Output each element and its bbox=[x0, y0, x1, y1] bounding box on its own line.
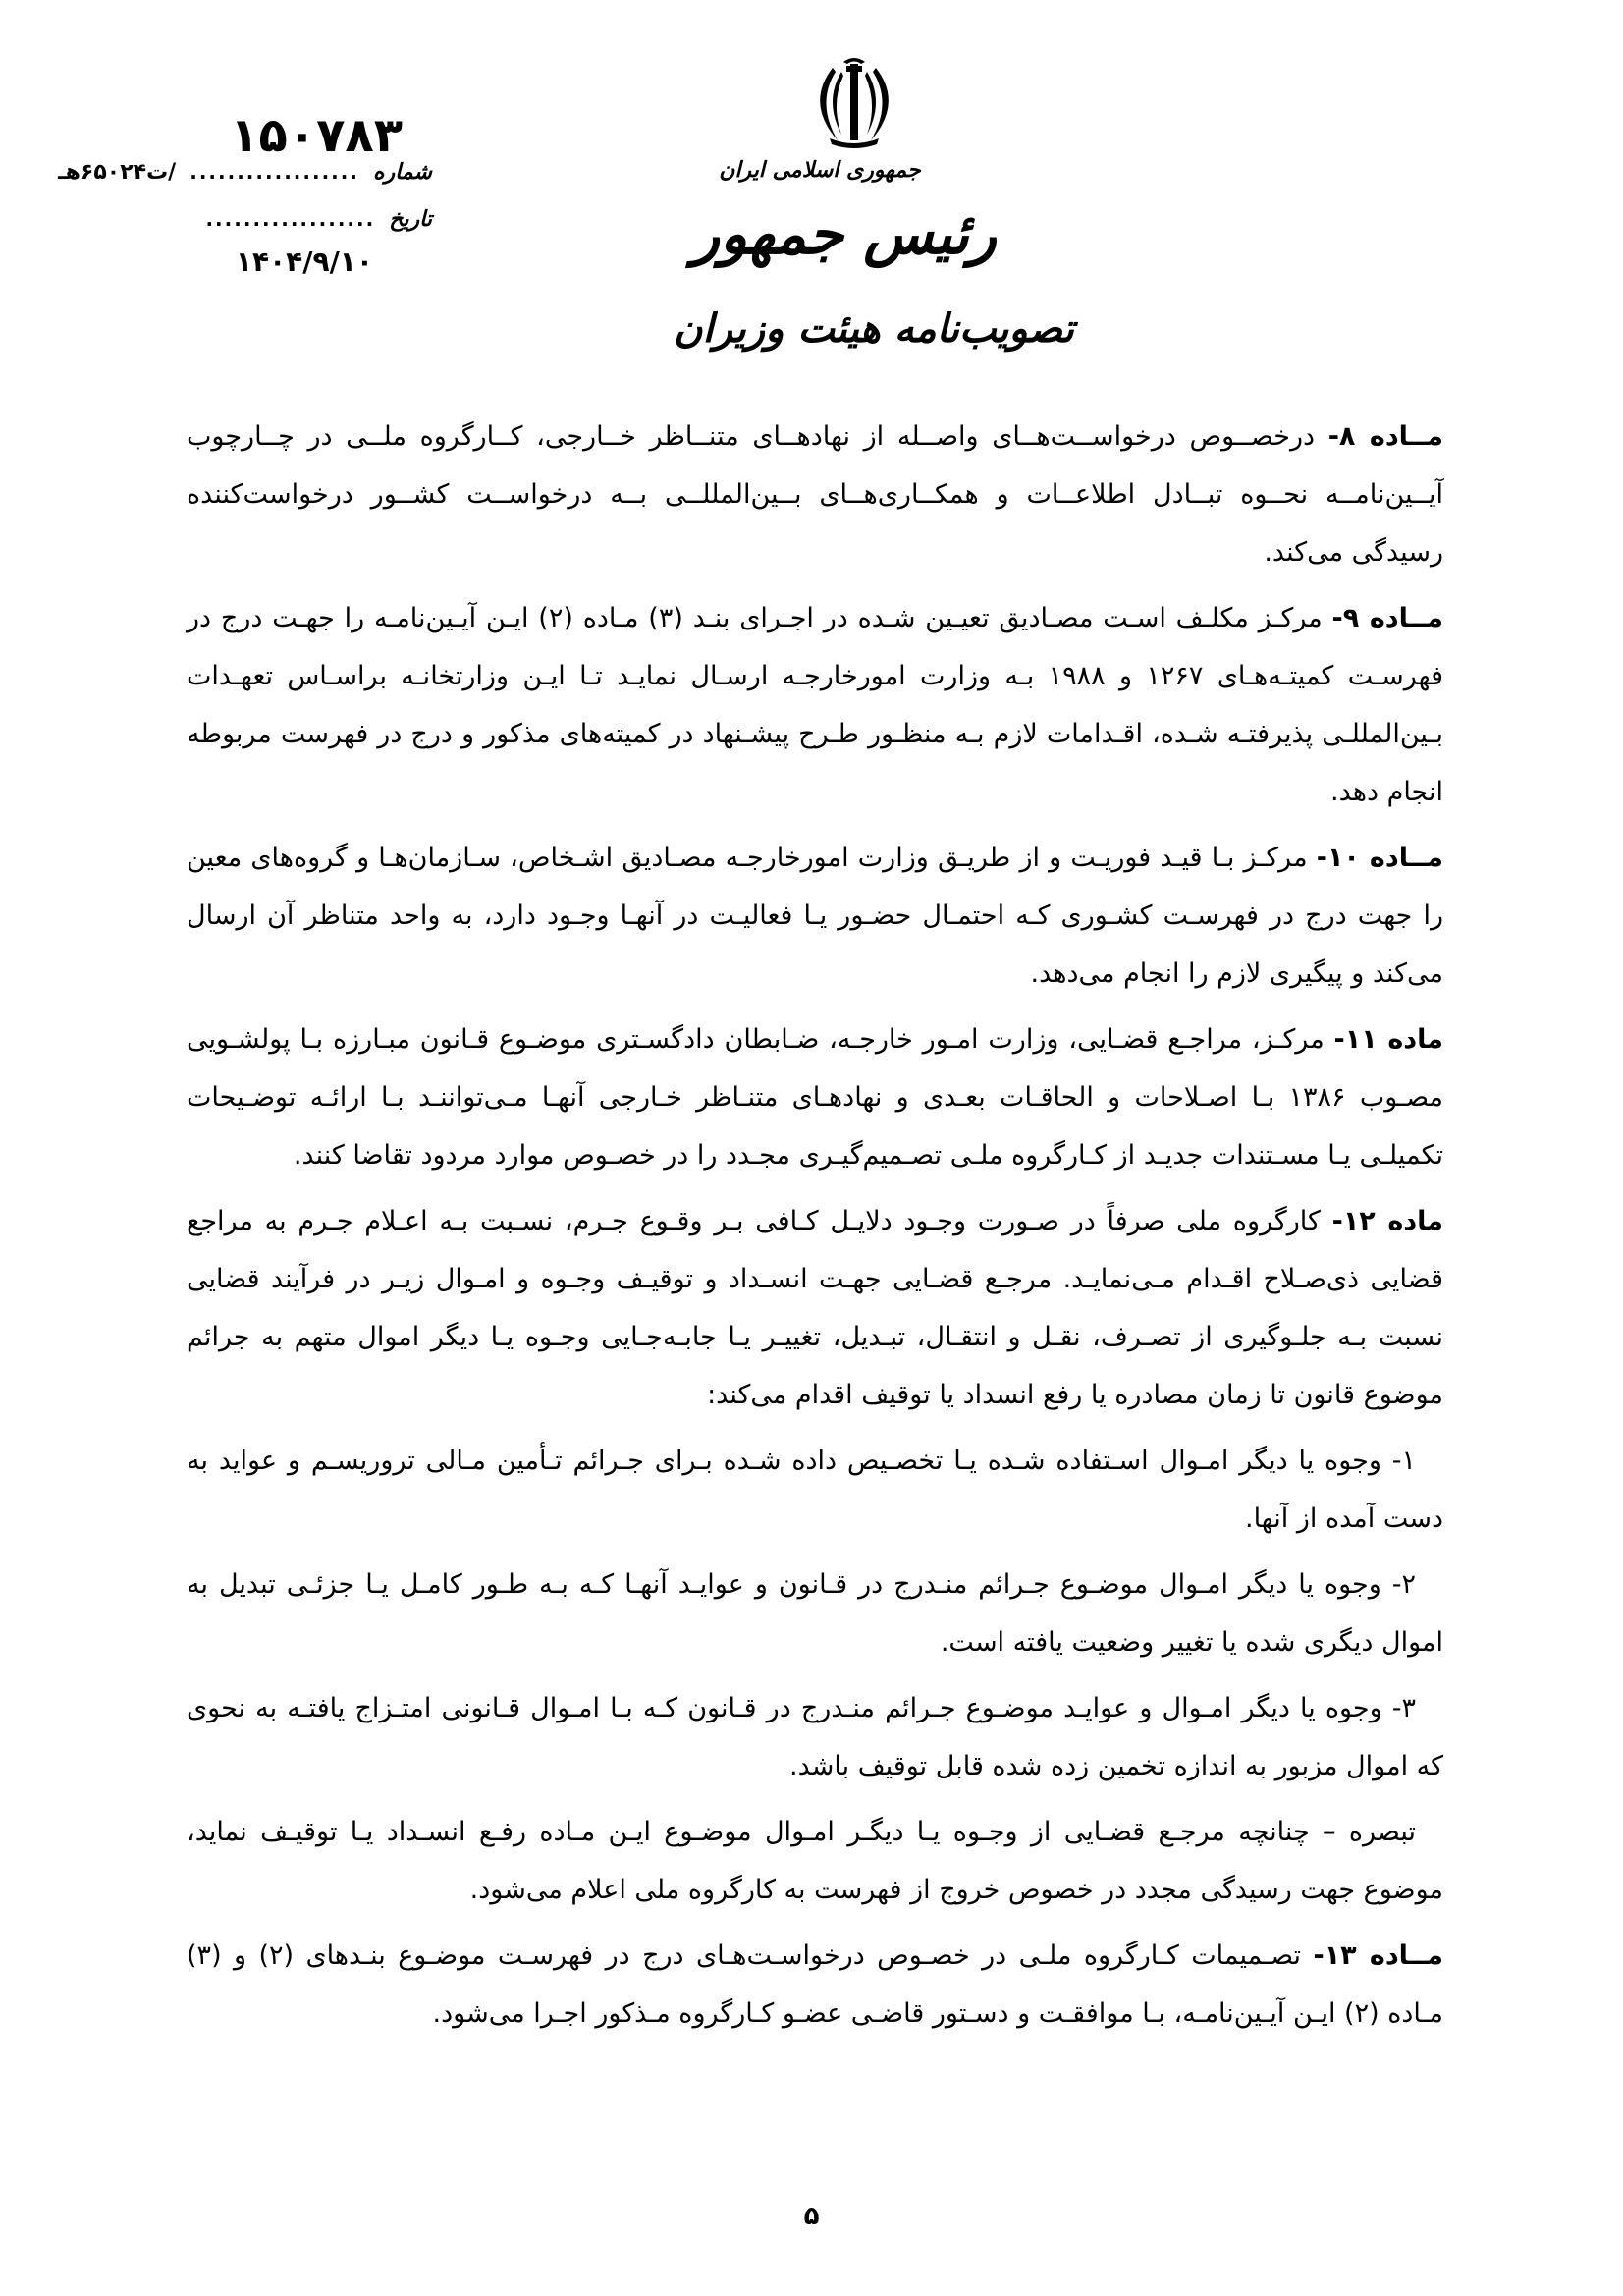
article-label: مــاده ۸- bbox=[1327, 421, 1443, 452]
article-label: مــاده ۱۰- bbox=[1316, 843, 1444, 873]
reference-date-row bbox=[205, 206, 432, 232]
approval-title: تصویب‌نامه هیئت وزیران bbox=[674, 305, 1074, 352]
article-9 bbox=[187, 589, 1443, 821]
article-label: مــاده ۱۳- bbox=[1313, 1941, 1443, 1971]
office-title: رئیس جمهور bbox=[692, 200, 997, 267]
republic-name: جمهوری اسلامی ایران bbox=[719, 157, 921, 183]
article-10 bbox=[187, 829, 1443, 1003]
article-text: تصـمیمات کـارگروه ملـی در خصـوص درخواسـت‌هـای درج در فهرسـت موضـوع بنـدهای (۲) و (۳) مـاده (۲) ایـن آیـین‌نامـه، بـا موافقـت و دسـتور قاضـی عضـو کـارگروه مـذکور اجـرا می‌شود. bbox=[187, 1941, 1443, 2029]
number-dots: .................. bbox=[189, 160, 359, 184]
reference-number-row bbox=[58, 159, 432, 185]
page-number: ۵ bbox=[803, 2202, 820, 2231]
document-body bbox=[187, 408, 1443, 2050]
article-text: کارگروه ملی صرفاً در صـورت وجـود دلایـل کـافی بـر وقـوع جـرم، نسـبت بـه اعـلام جـرم به مراجع قضایی ذی‌صـلاح اقـدام مـی‌نمایـد. مرجـع قضـایی جهـت انسـداد و توقیـف وجـوه و امـوال زیـر در فرآیند قضایی نسبت بـه جلـوگیری از تصـرف، نقـل و انتقـال، تبـدیل، تغییـر یـا جابـه‌جـایی وجـوه یـا دیگر اموال متهم به جرائم موضوع قانون تا زمان مصادره یا رفع انسداد یا توقیف اقدام می‌کند: bbox=[187, 1206, 1443, 1410]
article-11 bbox=[187, 1011, 1443, 1184]
article-13 bbox=[187, 1927, 1443, 2043]
article-label: ماده ۱۲- bbox=[1331, 1206, 1443, 1236]
article-text: مرکـز، مراجـع قضـایی، وزارت امـور خارجـه، ضـابطان دادگسـتری موضـوع قـانون مبـارزه بـا پولشـویی مصـوب ۱۳۸۶ بـا اصـلاحات و الحاقـات بعـدی و نهادهـای متنـاظر خـارجی آنهـا مـی‌تواننـد بـا ارائـه توضـیحات تکمیلـی یـا مسـتندات جدیـد از کـارگروه ملـی تصـمیم‌گیـری مجـدد را در خصـوص موارد مردود تقاضا کنند. bbox=[187, 1024, 1443, 1171]
list-item-1: ۱- وجوه یا دیگر امـوال اسـتفاده شـده یـا تخصـیص داده شـده بـرای جـرائم تـأمین مـالی تروریسـم و عواید به دست آمده از آنها. bbox=[187, 1446, 1443, 1534]
article-text: مرکـز مکلـف اسـت مصـادیق تعیـین شـده در اجـرای بنـد (۳) مـاده (۲) ایـن آیـین‌نامـه را جهـت درج در فهرسـت کمیتـه‌هـای ۱۲۶۷ و ۱۹۸۸ بـه وزارت امورخارجـه ارسـال نمایـد تـا ایـن وزارتخانـه براسـاس تعهـدات بـین‌المللـی پذیرفتـه شـده، اقـدامات لازم بـه منظـور طـرح پیشـنهاد در کمیته‌های مذکور و درج در فهرست مربوطه انجام دهد. bbox=[187, 603, 1443, 807]
reference-number-stamp: ۱۵۰۷۸۳ bbox=[230, 108, 403, 163]
article-12 bbox=[187, 1192, 1443, 1424]
letterhead bbox=[674, 39, 1100, 373]
article-text: مرکـز بـا قیـد فوریـت و از طریـق وزارت امورخارجـه مصـادیق اشـخاص، سـازمان‌هـا و گروه‌های معین را جهت درج در فهرسـت کشـوری کـه احتمـال حضـور یـا فعالیـت در آنهـا وجـود دارد، به واحد متناظر آن ارسال می‌کند و پیگیری لازم را انجام می‌دهد. bbox=[187, 843, 1443, 989]
date-value: ۱۴۰۴/۹/۱۰ bbox=[235, 246, 373, 278]
article-text: درخصــوص درخواســت‌هــای واصــله از نهادهــای متنــاظر خــارجی، کــارگروه ملــی در چــارچوب آیــین‌نامــه نحــوه تبــادل اطلاعــات و همکــاری‌هــای بــین‌المللــی بــه درخواســت کشــور درخواست‌کننده رسیدگی می‌کند. bbox=[187, 421, 1443, 568]
article-label: مــاده ۹- bbox=[1331, 603, 1443, 633]
article-8 bbox=[187, 408, 1443, 581]
iran-emblem-icon bbox=[800, 54, 908, 152]
list-item-3: ۳- وجوه یا دیگر امـوال و عوایـد موضـوع جـرائم منـدرج در قـانون کـه بـا امـوال قـانونی امتـزاج یافتـه به نحوی که اموال مزبور به اندازه تخمین زده شده قابل توقیف باشد. bbox=[187, 1693, 1443, 1781]
date-dots: .................. bbox=[205, 207, 376, 231]
list-item-2: ۲- وجوه یا دیگر امـوال موضـوع جـرائم منـدرج در قـانون و عوایـد آنهـا کـه بـه طـور کامـل یـا جزئـی تبدیل به اموال دیگری شده یا تغییر وضعیت یافته است. bbox=[187, 1569, 1443, 1658]
article-label: ماده ۱۱- bbox=[1333, 1024, 1443, 1055]
reference-block bbox=[20, 98, 432, 295]
number-label: شماره bbox=[372, 159, 432, 185]
date-label: تاریخ bbox=[389, 206, 432, 232]
note-paragraph: تبصره – چنانچه مرجـع قضـایی از وجـوه یـا دیگـر امـوال موضـوع ایـن مـاده رفـع انسـداد یـا توقیـف نماید، موضوع جهت رسیدگی مجدد در خصوص خروج از فهرست به کارگروه ملی اعلام می‌شود. bbox=[187, 1817, 1443, 1905]
number-value: /ت۶۵۰۲۴هـ bbox=[58, 160, 177, 185]
